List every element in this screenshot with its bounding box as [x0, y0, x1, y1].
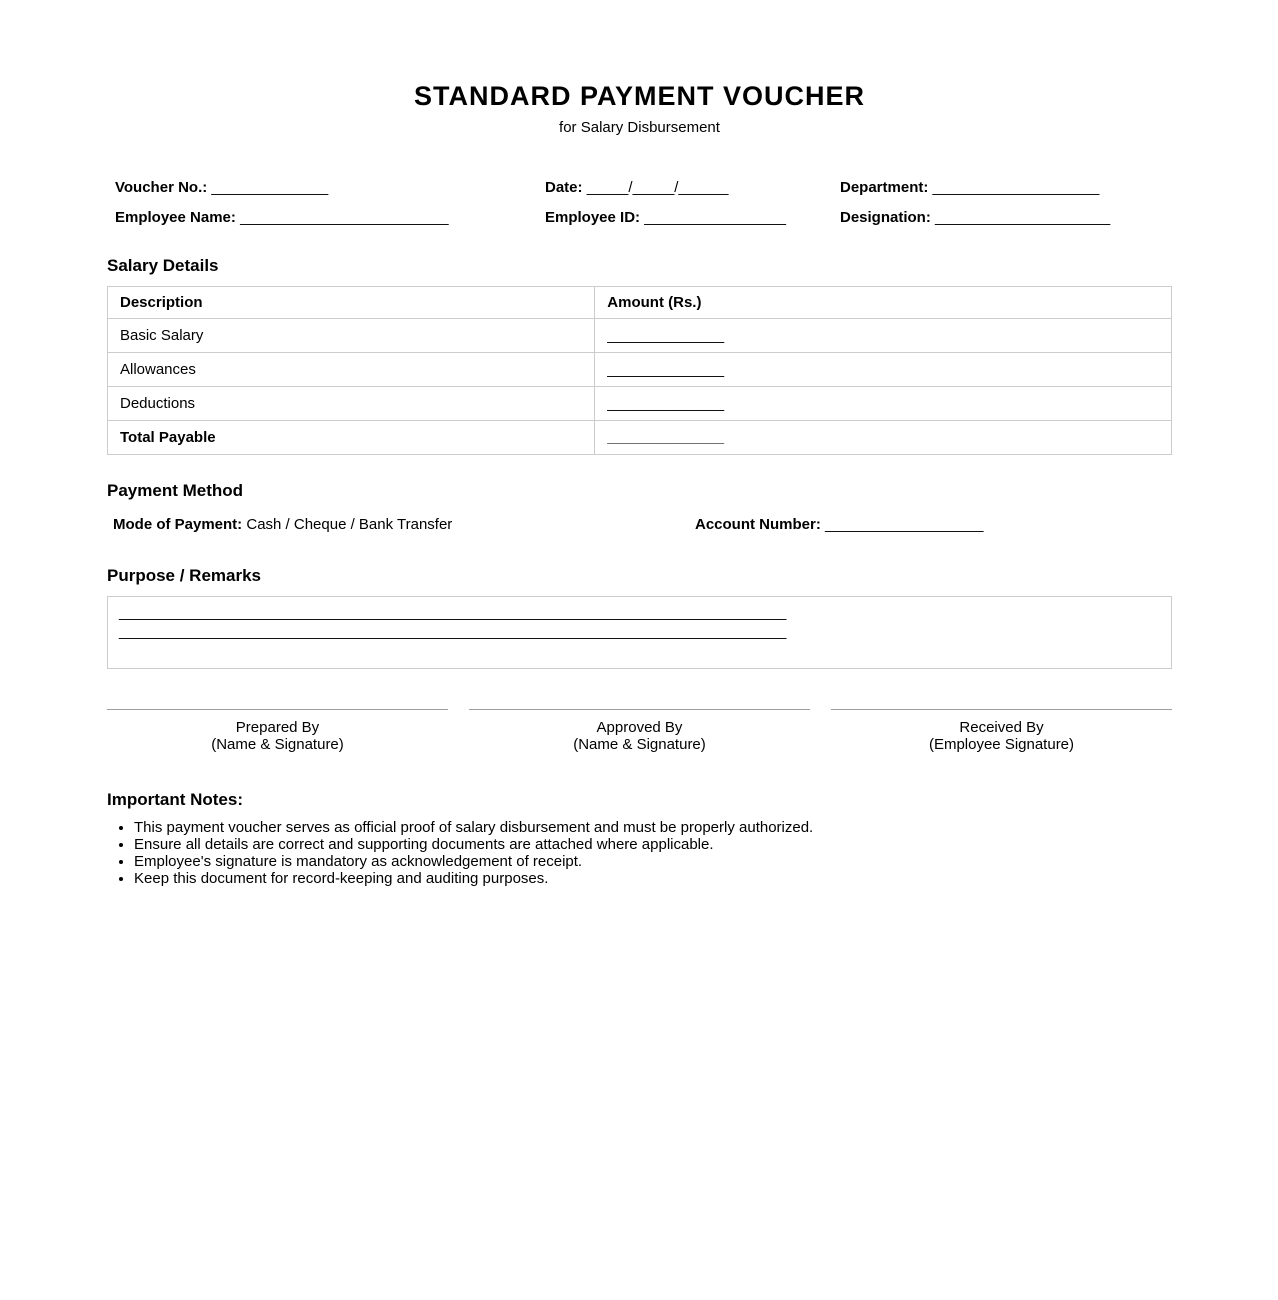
row-amount-blank: ______________	[595, 318, 1172, 352]
note-item: • Ensure all details are correct and supporting documents are attached where applicable.	[134, 836, 1172, 853]
row-description: Total Payable	[108, 420, 595, 454]
note-item: • Keep this document for record-keeping and auditing purposes.	[134, 870, 1172, 887]
department-label: Department:	[840, 179, 929, 196]
date-year-blank: ______	[678, 179, 729, 196]
date-label: Date:	[545, 179, 583, 196]
remarks-write-line: ________________________________________________________________________________	[119, 623, 787, 641]
signature-title: Prepared By	[235, 719, 320, 737]
remarks-write-line: ________________________________________________________________________________	[119, 604, 787, 622]
voucher-no-label: Voucher No.:	[115, 179, 208, 196]
date-month-blank: _____	[632, 179, 675, 196]
account-number-blank: ___________________	[825, 516, 984, 534]
salary-details-heading: Salary Details	[107, 256, 219, 275]
signature-block-approved-by	[469, 709, 810, 753]
payment-method-row	[107, 515, 1172, 534]
purpose-remarks-heading: Purpose / Remarks	[107, 566, 262, 586]
salary-details-table	[107, 286, 1172, 455]
signature-block-received-by	[831, 709, 1172, 753]
payment-method-heading: Payment Method	[107, 480, 244, 500]
note-item: • Employee's signature is mandatory as acknowledgement of receipt.	[134, 853, 1172, 870]
department-field	[840, 178, 1172, 197]
row-description: Deductions	[108, 386, 595, 420]
page-title: STANDARD PAYMENT VOUCHER	[413, 81, 866, 111]
table-row-total-payable	[108, 420, 1172, 454]
signature-section	[107, 709, 1172, 753]
voucher-info-grid	[107, 178, 1172, 227]
important-notes-list	[107, 819, 1172, 887]
employee-name-label: Employee Name:	[115, 209, 236, 226]
department-blank: ____________________	[932, 179, 1100, 196]
date-separator: /	[674, 179, 679, 196]
mode-of-payment-label: Mode of Payment:	[113, 516, 243, 534]
designation-field	[840, 208, 1172, 227]
employee-id-label: Employee ID:	[545, 209, 641, 226]
account-number-field	[695, 515, 984, 534]
designation-label: Designation:	[840, 209, 931, 226]
row-amount-blank: ______________	[595, 420, 1172, 454]
page-subtitle: for Salary Disbursement	[559, 119, 720, 136]
mode-of-payment-value: Cash / Cheque / Bank Transfer	[246, 516, 453, 534]
employee-id-blank: _________________	[644, 209, 787, 226]
signature-title: Approved By	[596, 719, 683, 737]
employee-name-field	[115, 208, 545, 227]
employee-name-blank: _________________________	[240, 209, 449, 226]
table-row-deductions	[108, 386, 1172, 420]
voucher-no-field	[115, 178, 545, 197]
important-notes-heading: Important Notes:	[107, 790, 243, 810]
employee-id-field	[545, 208, 840, 227]
column-header-amount: Amount (Rs.)	[595, 286, 1172, 318]
remarks-box	[107, 596, 1172, 669]
row-amount-blank: ______________	[595, 352, 1172, 386]
table-row-basic-salary	[108, 318, 1172, 352]
row-description: Basic Salary	[108, 318, 595, 352]
signature-subtitle: (Name & Signature)	[211, 736, 344, 754]
signature-subtitle: (Employee Signature)	[928, 736, 1075, 754]
account-number-label: Account Number:	[695, 516, 821, 534]
column-header-description: Description	[108, 286, 595, 318]
signature-block-prepared-by	[107, 709, 448, 753]
signature-subtitle: (Name & Signature)	[573, 736, 706, 754]
signature-title: Received By	[959, 719, 1044, 737]
note-item: • This payment voucher serves as official proof of salary disbursement and must be properly authorized.	[134, 819, 1172, 836]
table-row-allowances	[108, 352, 1172, 386]
row-description: Allowances	[108, 352, 595, 386]
table-header-row	[108, 286, 1172, 318]
date-field	[545, 178, 840, 197]
row-amount-blank: ______________	[595, 386, 1172, 420]
date-day-blank: _____	[586, 179, 629, 196]
voucher-no-blank: ______________	[211, 179, 329, 196]
mode-of-payment-field	[113, 515, 695, 534]
date-separator: /	[628, 179, 633, 196]
designation-blank: _____________________	[935, 209, 1111, 226]
